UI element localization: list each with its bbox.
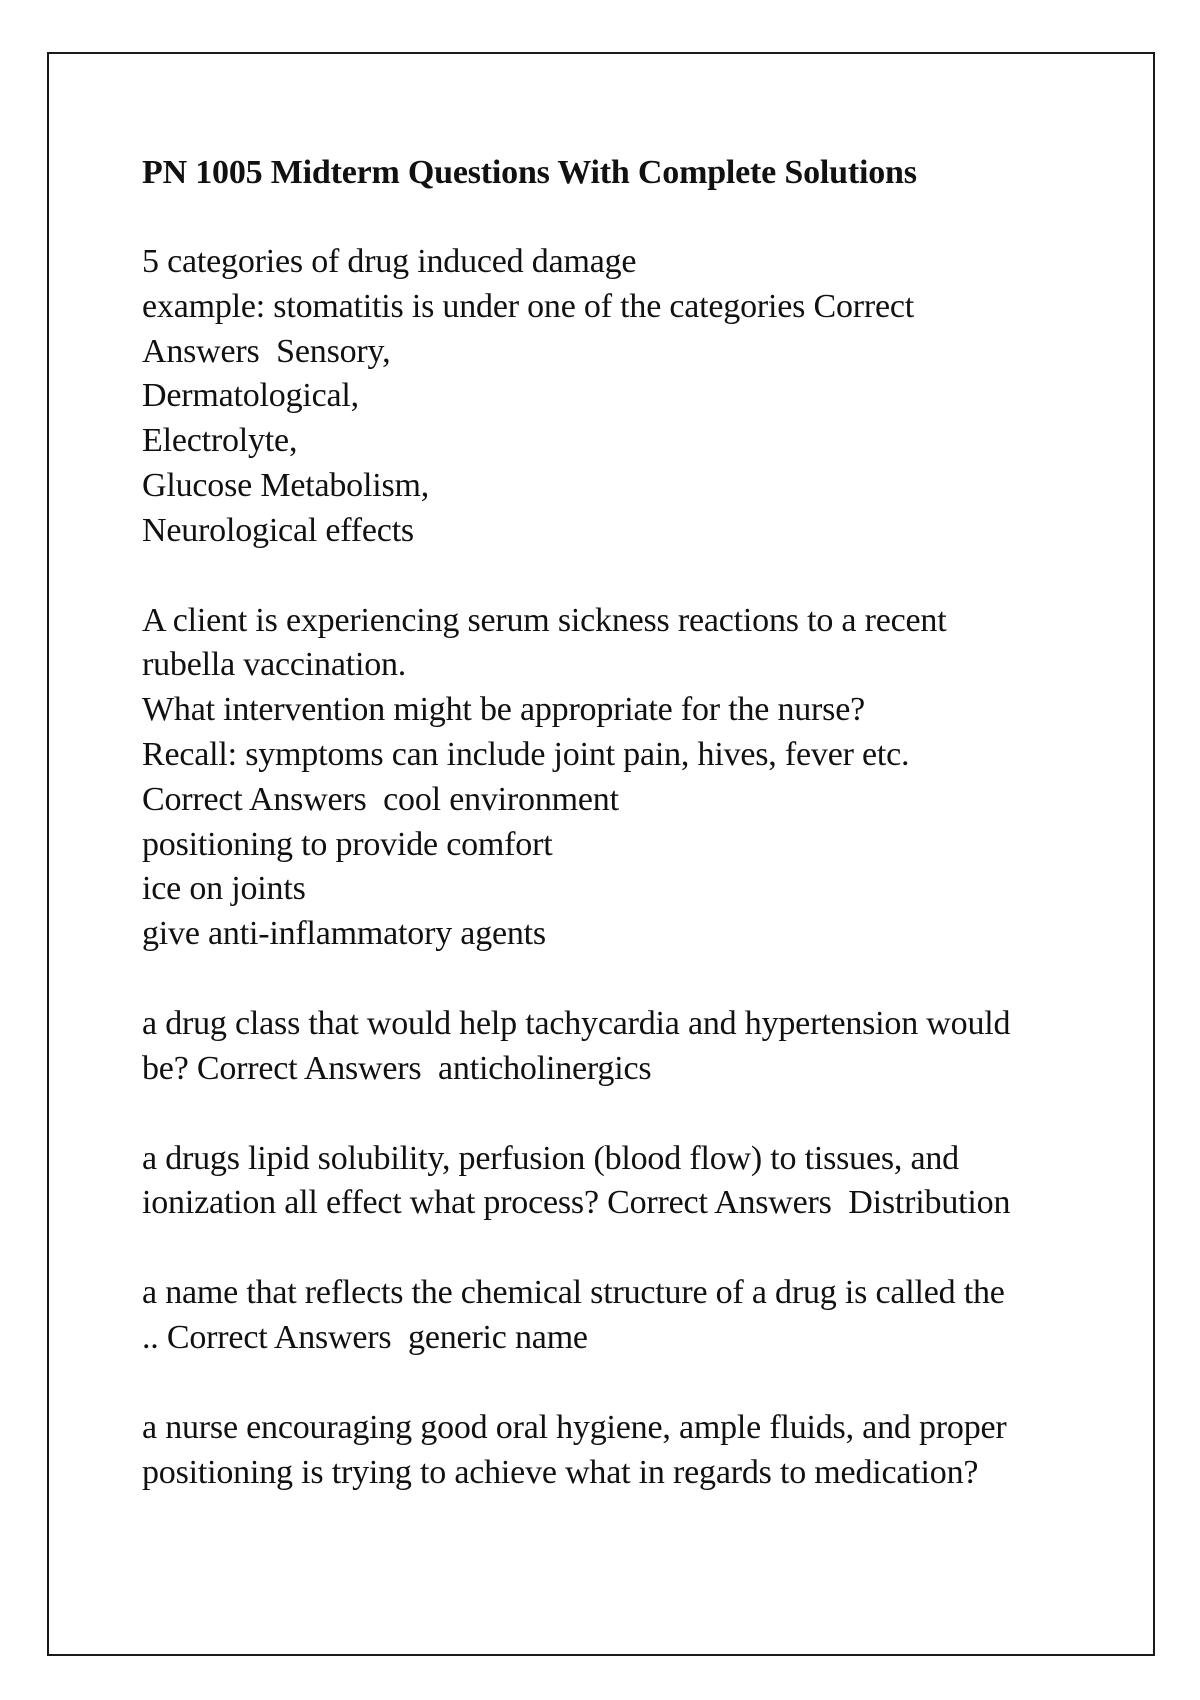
text-line: positioning to provide comfort [142,825,553,863]
text-line: What intervention might be appropriate for the nurse? [142,691,865,729]
text-line: A client is experiencing serum sickness reactions to a recent [142,601,947,639]
text-line: a nurse encouraging good oral hygiene, ample fluids, and proper [142,1408,1007,1446]
text-line: be? Correct Answers anticholinergics [142,1049,652,1087]
text-line: positioning is trying to achieve what in regards to medication? [142,1453,979,1491]
text-line: Neurological effects [142,511,414,549]
text-line: a drug class that would help tachycardia and hypertension would [142,1004,1011,1042]
document-body [142,151,1102,1540]
text-line: 5 categories of drug induced damage [142,243,637,280]
qa-block-oral-hygiene [142,1406,1102,1496]
text-line: example: stomatitis is under one of the categories Correct [142,287,915,325]
text-line: Answers Sensory, [142,332,391,370]
text-line: a name that reflects the chemical structure of a drug is called the [142,1274,1005,1312]
text-line: Electrolyte, [142,422,298,460]
qa-block-drug-damage-categories [142,240,1102,554]
text-line: ionization all effect what process? Correct Answers Distribution [142,1184,1011,1222]
text-line: Correct Answers cool environment [142,780,619,818]
text-line: ice on joints [142,870,306,908]
text-line: .. Correct Answers generic name [142,1318,588,1356]
text-line: Glucose Metabolism, [142,466,430,504]
qa-block-distribution [142,1137,1102,1227]
document-title: PN 1005 Midterm Questions With Complete Solutions [142,154,917,191]
text-line: Recall: symptoms can include joint pain, hives, fever etc. [142,735,910,773]
text-line: Dermatological, [142,377,359,415]
qa-block-serum-sickness [142,599,1102,957]
text-line: a drugs lipid solubility, perfusion (blood flow) to tissues, and [142,1139,959,1177]
text-line: give anti-inflammatory agents [142,915,546,953]
text-line: rubella vaccination. [142,646,407,684]
qa-block-generic-name [142,1271,1102,1361]
qa-block-drug-class [142,1002,1102,1092]
